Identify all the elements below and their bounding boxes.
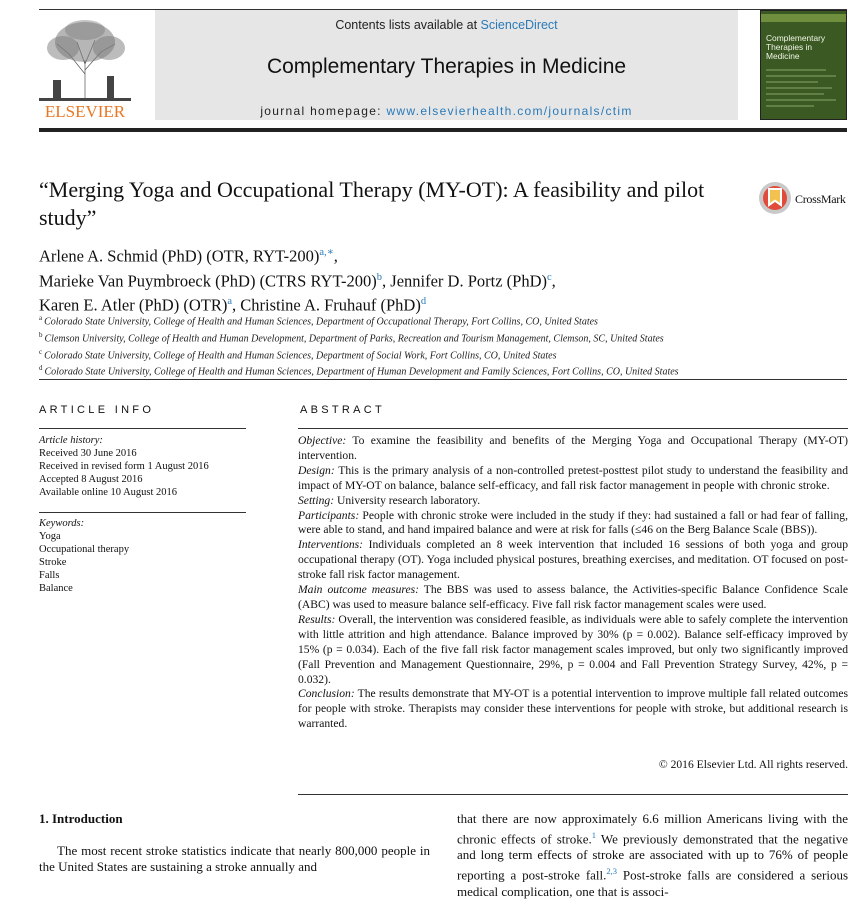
article-history — [39, 434, 249, 499]
article-title: “Merging Yoga and Occupational Therapy (MY-OT): A feasibility and pilot study” — [39, 177, 705, 230]
cover-text-lines-icon — [766, 66, 842, 116]
homepage-prefix: journal homepage: — [260, 104, 387, 118]
body-text-run: that there are now approximately 6.6 million Americans living with the chronic effects of stroke. — [457, 811, 848, 847]
journal-title: Complementary Therapies in Medicine — [266, 55, 627, 78]
abstract-label: Conclusion: — [298, 687, 355, 701]
abstract-text: People with chronic stroke were included in the study if they: had sustained a fall or had fear of falling, were able to stand, and hand impaired balance and were at risk for falls (≤46 on the Berg Balance Scale (BBS)). — [298, 508, 848, 537]
affiliation-item — [39, 329, 849, 346]
keyword-item: Stroke — [39, 557, 67, 568]
copyright-line: © 2016 Elsevier Ltd. All rights reserved. — [658, 758, 848, 771]
abstract-participants — [298, 509, 848, 539]
abstract-label: Main outcome measures: — [298, 583, 419, 597]
affiliation-mark: a — [39, 314, 43, 322]
abstract-objective — [298, 434, 848, 464]
history-item: Received in revised form 1 August 2016 — [39, 461, 209, 472]
abstract-body — [298, 434, 848, 732]
abstract-text: This is the primary analysis of a non-controlled pretest-posttest pilot study to understand the feasibility and impact of MY-OT on balance, balance self-efficacy, and fall risk factor management in people with chronic stroke. — [298, 463, 848, 492]
author-separator: , — [333, 246, 338, 266]
affiliation-mark: b — [39, 330, 43, 339]
keywords-label: Keywords: — [39, 518, 85, 529]
sciencedirect-link[interactable]: ScienceDirect — [480, 18, 558, 32]
abstract-label: Design: — [298, 463, 335, 477]
author-name: Karen E. Atler (PhD) (OTR) — [39, 295, 228, 315]
author-name: Christine A. Fruhauf (PhD) — [240, 295, 421, 315]
author-name: Jennifer D. Portz (PhD) — [390, 271, 547, 290]
abstract-design — [298, 464, 848, 494]
author-separator: , — [382, 271, 387, 290]
author-affiliation-mark[interactable]: c — [547, 271, 552, 283]
affiliation-text: Clemson University, College of Health and Human Development, Department of Parks, Recreation and Tourism Management, Clemson, SC, United States — [44, 333, 664, 345]
author-list — [39, 242, 839, 316]
abstract-setting — [298, 494, 848, 509]
keywords-rule — [39, 512, 246, 513]
affiliation-item — [39, 312, 849, 329]
keyword-item: Balance — [39, 583, 73, 594]
abstract-results — [298, 613, 848, 688]
author-separator: , — [232, 295, 237, 315]
author-name: Marieke Van Puymbroeck (PhD) (CTRS RYT-200) — [39, 271, 377, 290]
crossmark-icon[interactable] — [758, 181, 792, 215]
affiliation-text: Colorado State University, College of Health and Human Sciences, Department of Social Work, Fort Collins, CO, United States — [44, 349, 557, 361]
history-item: Received 30 June 2016 — [39, 448, 137, 459]
article-info-heading: ARTICLE INFO — [39, 404, 155, 416]
affiliation-item — [39, 346, 849, 363]
author-separator: , — [551, 271, 556, 290]
affiliation-item — [39, 362, 849, 379]
intro-right-paragraph — [457, 811, 848, 900]
abstract-text: To examine the feasibility and benefits of the Merging Yoga and Occupational Therapy (MY-OT) intervention. — [298, 434, 848, 462]
introduction-heading: 1. Introduction — [39, 811, 123, 826]
history-item: Available online 10 August 2016 — [39, 487, 178, 498]
abstract-label: Results: — [298, 612, 336, 626]
author-name: Arlene A. Schmid (PhD) (OTR, RYT-200) — [39, 246, 320, 266]
abstract-outcome-measures — [298, 583, 848, 613]
intro-left-paragraph: The most recent stroke statistics indicate that nearly 800,000 people in the United States are sustaining a stroke annually and — [39, 843, 430, 874]
affiliation-list — [39, 312, 849, 379]
homepage-url-link[interactable]: www.elsevierhealth.com/journals/ctim — [386, 104, 633, 118]
author-affiliation-mark[interactable]: d — [420, 296, 427, 307]
affiliation-text: Colorado State University, College of Health and Human Sciences, Department of Occupational Therapy, Fort Collins, CO, United States — [44, 316, 598, 328]
abstract-text: The results demonstrate that MY-OT is a potential intervention to improve multiple fall related outcomes for people with stroke. Therapists may consider these interventions for people with stroke, but additional research is warranted. — [298, 687, 848, 731]
affiliation-text: Colorado State University, College of Health and Human Sciences, Department of Human Development and Family Sciences, Fort Collins, CO, United States — [44, 366, 679, 378]
abstract-label: Interventions: — [298, 538, 364, 552]
abstract-text: Individuals completed an 8 week intervention that included 16 sessions of both yoga and group occupational therapy (OT). Yoga included physical postures, breathing exercises, and meditation. OT focused on post-stroke fall risk factor management. — [298, 538, 848, 582]
author-affiliation-mark[interactable]: b — [376, 271, 383, 283]
crossmark-label[interactable]: CrossMark — [795, 192, 846, 206]
abstract-conclusion — [298, 687, 848, 732]
author-affiliation-mark[interactable]: a,∗ — [319, 247, 334, 258]
cover-band — [761, 14, 846, 22]
affiliation-mark: d — [39, 364, 43, 373]
abstract-text: The BBS was used to assess balance, the Activities-specific Balance Confidence Scale (ABC) was used to measure balance self-efficacy. Five fall risk factor management scales were used. — [298, 583, 848, 611]
abstract-interventions — [298, 538, 848, 583]
cover-title: Complementary Therapies in Medicine — [766, 33, 826, 61]
body-text-run: We previously demonstrated that the negative and long term effects of stroke are associated with up to 76% of people reporting a post-stroke fall. — [457, 831, 849, 883]
body-text-run: Post-stroke falls are considered a serious medical complication, one that is associ- — [457, 867, 848, 899]
abstract-text: Overall, the intervention was considered feasible, as individuals were able to safely complete the intervention with little attrition and high attendance. Balance improved by 30% (p = 0.002). Balance self-efficacy improved by 15% (p = 0.034). Each of the five fall risk factor management scales improved, but only two significantly improved (Fall Prevention and Management Questionnaire, 29%, p = 0.004 and Fall Prevention Strategy Survey, 42%, p = 0.032). — [298, 612, 848, 686]
abstract-rule — [298, 428, 848, 429]
history-label: Article history: — [39, 435, 103, 446]
citation-link[interactable]: 1 — [591, 830, 596, 840]
abstract-text: University research laboratory. — [334, 493, 481, 507]
contents-prefix: Contents lists available at — [335, 18, 481, 32]
contents-line — [155, 18, 738, 32]
abstract-heading: ABSTRACT — [300, 404, 386, 416]
keywords-block — [39, 517, 249, 595]
author-affiliation-mark[interactable]: a — [227, 296, 232, 307]
section-divider — [39, 379, 847, 380]
homepage-line — [155, 104, 738, 118]
abstract-label: Participants: — [298, 508, 360, 522]
history-item: Accepted 8 August 2016 — [39, 474, 143, 485]
keyword-item: Yoga — [39, 531, 61, 542]
keyword-item: Occupational therapy — [39, 544, 130, 555]
keyword-item: Falls — [39, 570, 60, 581]
abstract-label: Objective: — [298, 434, 347, 447]
abstract-label: Setting: — [298, 493, 335, 507]
article-info-rule — [39, 428, 246, 429]
header-thick-rule — [39, 128, 847, 132]
elsevier-wordmark: ELSEVIER — [44, 102, 126, 121]
citation-link[interactable]: 2,3 — [606, 866, 618, 877]
abstract-bottom-rule — [298, 794, 848, 795]
affiliation-mark: c — [39, 347, 43, 356]
